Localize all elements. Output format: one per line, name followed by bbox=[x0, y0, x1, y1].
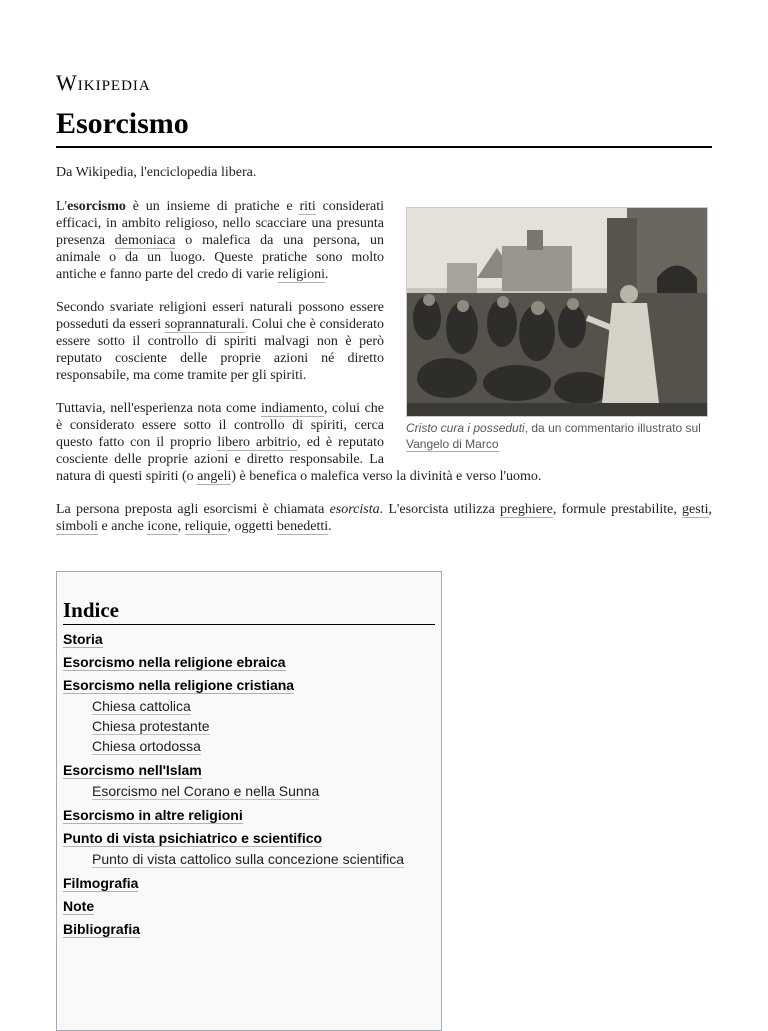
article-body bbox=[56, 198, 712, 551]
toc-item bbox=[63, 631, 435, 648]
toc-item bbox=[63, 654, 435, 671]
link-vangelo-di-marco[interactable]: Vangelo di Marco bbox=[406, 437, 499, 451]
link-reliquie[interactable]: reliquie bbox=[184, 519, 228, 534]
toc-subitem bbox=[92, 716, 435, 736]
text: e anche bbox=[98, 519, 148, 534]
toc-heading: Indice bbox=[63, 598, 435, 625]
text: , oggetti bbox=[227, 519, 277, 534]
link-riti[interactable]: riti bbox=[299, 199, 316, 214]
toc-link-cattolica[interactable]: Chiesa cattolica bbox=[92, 698, 191, 714]
table-of-contents bbox=[56, 571, 442, 1031]
toc-link-ebraica[interactable]: Esorcismo nella religione ebraica bbox=[63, 654, 286, 670]
toc-link-bibliografia[interactable]: Bibliografia bbox=[63, 921, 141, 937]
text: è un insieme di pratiche e bbox=[125, 199, 300, 214]
text: , colui che è considerato essere sotto il controllo di spiriti, cerca questo fatto con il proprio bbox=[56, 401, 384, 450]
toc-subitem bbox=[92, 781, 435, 801]
caption-title: Cristo cura i posseduti bbox=[406, 421, 525, 435]
wikipedia-wordmark[interactable]: Wikipedia bbox=[56, 70, 151, 95]
link-simboli[interactable]: simboli bbox=[56, 519, 99, 534]
engraving-illustration bbox=[407, 208, 707, 416]
toc-sublist bbox=[92, 849, 435, 869]
toc-item bbox=[63, 762, 435, 801]
toc-list bbox=[63, 631, 435, 938]
page-title: Esorcismo bbox=[56, 106, 712, 148]
toc-link-corano[interactable]: Esorcismo nel Corano e nella Sunna bbox=[92, 783, 320, 799]
text: Tuttavia, nell'esperienza nota come bbox=[56, 401, 261, 416]
toc-item bbox=[63, 921, 435, 938]
term-esorcista: esorcista bbox=[329, 502, 380, 517]
toc-subitem bbox=[92, 849, 435, 869]
figure-caption bbox=[406, 420, 712, 452]
text: Secondo svariate religioni esseri naturali possono essere posseduti da esseri bbox=[56, 300, 384, 332]
link-soprannaturali[interactable]: soprannaturali bbox=[164, 317, 245, 332]
text: . bbox=[328, 519, 332, 534]
toc-link-islam[interactable]: Esorcismo nell'Islam bbox=[63, 762, 202, 778]
toc-item bbox=[63, 830, 435, 869]
link-benedetti[interactable]: benedetti bbox=[276, 519, 329, 534]
text: , ed è reputato cosciente delle proprie azioni e diretto responsabile. La natura di questi spiriti (o bbox=[56, 435, 385, 484]
text: , bbox=[177, 519, 185, 534]
paragraph-4 bbox=[56, 501, 712, 535]
caption-text: , da un commentario illustrato sul bbox=[524, 421, 701, 435]
engraving-image[interactable] bbox=[406, 207, 708, 417]
toc-subitem bbox=[92, 696, 435, 716]
link-libero-arbitrio[interactable]: libero arbitrio bbox=[217, 435, 298, 450]
toc-link-ortodossa[interactable]: Chiesa ortodossa bbox=[92, 738, 201, 754]
text: considerati efficaci, in ambito religioso, nello scacciare una presunta presenza bbox=[56, 199, 384, 248]
toc-link-cristiana[interactable]: Esorcismo nella religione cristiana bbox=[63, 677, 295, 693]
toc-link-protestante[interactable]: Chiesa protestante bbox=[92, 718, 210, 734]
toc-sublist bbox=[92, 781, 435, 801]
toc-item bbox=[63, 898, 435, 915]
text: L' bbox=[56, 199, 68, 214]
figure-thumbnail bbox=[406, 207, 712, 452]
toc-link-cattolico-scienza[interactable]: Punto di vista cattolico sulla concezione scientifica bbox=[92, 851, 405, 867]
text: . L'esorcista utilizza bbox=[379, 502, 501, 517]
toc-link-altre[interactable]: Esorcismo in altre religioni bbox=[63, 807, 243, 823]
link-preghiere[interactable]: preghiere bbox=[500, 502, 553, 517]
term-esorcismo: esorcismo bbox=[67, 199, 126, 214]
toc-link-storia[interactable]: Storia bbox=[63, 631, 103, 647]
toc-item bbox=[63, 875, 435, 892]
text: La persona preposta agli esorcismi è chiamata bbox=[56, 502, 330, 517]
text: ) è benefica o malefica verso la divinità e verso l'uomo. bbox=[231, 469, 542, 484]
link-demoniaca[interactable]: demoniaca bbox=[114, 233, 176, 248]
toc-link-psichiatrico[interactable]: Punto di vista psichiatrico e scientifico bbox=[63, 830, 323, 846]
link-icone[interactable]: icone bbox=[147, 519, 178, 534]
toc-link-filmografia[interactable]: Filmografia bbox=[63, 875, 139, 891]
text: . Colui che è considerato essere sotto il controllo di spiriti malvagi non è però reputato cosciente delle proprie azioni né diretto responsabile, ma come tramite per gli spiriti. bbox=[56, 317, 384, 383]
text: , formule prestabilite, bbox=[552, 502, 683, 517]
link-indiamento[interactable]: indiamento bbox=[260, 401, 324, 416]
link-angeli[interactable]: angeli bbox=[197, 469, 232, 484]
link-gesti[interactable]: gesti bbox=[682, 502, 709, 517]
tagline: Da Wikipedia, l'enciclopedia libera. bbox=[56, 165, 257, 180]
toc-subitem bbox=[92, 736, 435, 756]
toc-item bbox=[63, 807, 435, 824]
toc-link-note[interactable]: Note bbox=[63, 898, 95, 914]
toc-sublist bbox=[92, 696, 435, 756]
text: , bbox=[708, 502, 712, 517]
link-religioni[interactable]: religioni bbox=[277, 267, 325, 282]
toc-item bbox=[63, 677, 435, 756]
text: . bbox=[325, 267, 329, 282]
text: o malefica da una persona, un animale o da un luogo. Queste pratiche sono molto antiche e fanno parte del credo di varie bbox=[56, 233, 385, 282]
